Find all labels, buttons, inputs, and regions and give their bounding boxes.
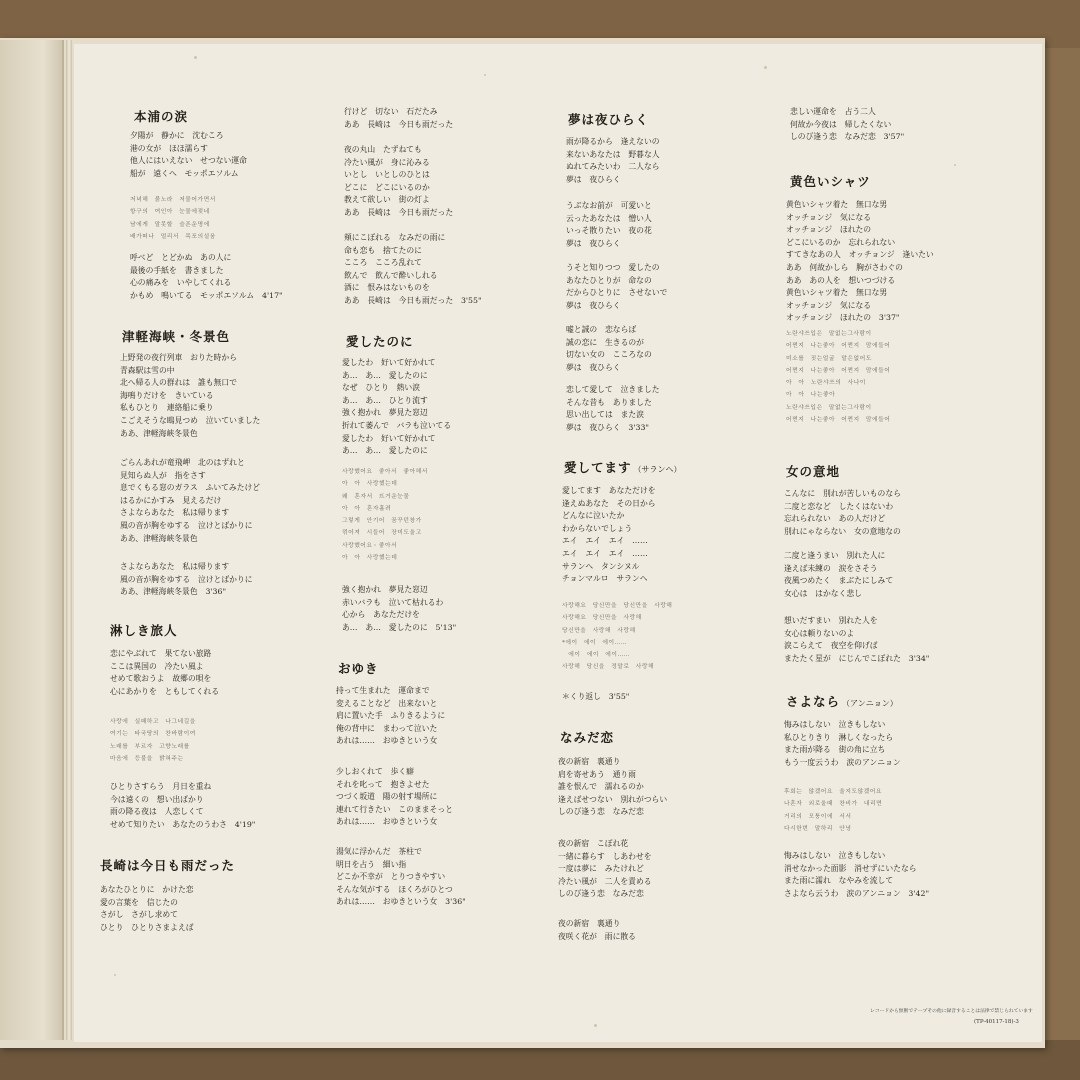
copyright-notice: レコードから無断でテープその他に録音することは法律で禁じられています (870, 1009, 1033, 1014)
lyrics-yume-verse4: 嘘と誠の 恋ならば 誠の恋に 生きるのが 切ない女の こころなの 夢は 夜ひらく (566, 325, 652, 372)
lyrics-sayonara-verse2: 悔みはしない 泣きもしない 消せなかった面影 消せずにいたなら また雨に濡れ なやみを流して さよなら云うわ 涙のアンニョン 3'42" (784, 851, 930, 898)
left-sleeve-panel (0, 40, 64, 1040)
hangul-lyrics-block: 후회는 않겠어요 울지도않겠어요 나혼자 외로울때 찬비가 내리면 거리의 모퉁이에 서서 다시한번 말하리 안녕 (784, 789, 883, 832)
song-title-aishitanoni: 愛したのに (346, 334, 414, 349)
speck (594, 1024, 597, 1027)
lyrics-oyuki-verse3: 湯気に浮かんだ 茶柱で 明日を占う 細い指 どこか不幸が とりつきやすい そんな気がする ほくろがひとつ あれは…… おゆきという女 3'36" (336, 847, 466, 907)
lyrics-sayonara-verse1: 悔みはしない 泣きもしない 私ひとりきり 淋しくなったら また雨が降る 街の角に立ち もう一度云うわ 涙のアンニョン (784, 720, 901, 767)
lyrics-aishitanoni-verse1: 愛したわ 好いて好かれて あ… あ… 愛したのに なぜ ひとり 熱い涙 あ… あ… ひとり流す 強く抱かれ 夢見た窓辺 折れて萎んで バラも泣いてる 愛したわ 好いて好かれて あ… あ… 愛したのに (342, 358, 452, 456)
hangul-lyrics-block: 저녁해 붉노라 저물어가면서 항구의 여인아 눈물에젖네 남에게 말못할 슬픈운명에 배가떠나 멀리서 목포의설움 (130, 197, 216, 240)
lyrics-nagasaki-verse3: 夜の丸山 たずねても 冷たい風が 身に沁みる いとし いとしのひとは どこに どこにいるのか 教えて欲しい 街の灯よ ああ 長崎は 今日も雨だった (344, 145, 454, 217)
lyrics-iji-verse3: 想いだすまい 別れた人を 女心は頼りないのよ 涙こらえて 夜空を仰げば またたく星が にじんでこぼれた 3'34" (784, 616, 930, 663)
catalog-number: (TP-40117-18)-3 (974, 1019, 1019, 1025)
song-subtitle: （アンニョン） (842, 699, 898, 708)
lyrics-iji-verse1: こんなに 別れが苦しいものなら 二度と恋など したくはないわ 忘れられない あの人だけど 別れにゃならない 女の意地なの (784, 489, 901, 536)
song-title-main: 愛してます (564, 460, 632, 475)
lyrics-nagasaki-verse1: あなたひとりに かけた恋 愛の言葉を 信じたの さがし さがし求めて ひとり ひとりさまよえば (100, 885, 194, 932)
lyrics-sheet (74, 44, 1042, 1042)
lyrics-yume-verse2: うぶなお前が 可愛いと 云ったあなたは 憎い人 いっそ散りたい 夜の花 夢は 夜ひらく (566, 201, 652, 248)
lyrics-iji-verse2: 二度と逢うまい 別れた人に 逢えば未練の 涙をさそう 夜風つめたく まぶたにしみて 女心は はかなく悲し (784, 551, 894, 598)
lyrics-tabibito-verse2: ひとりさすらう 月日を重ね 今は遠くの 想い出ばかり 雨の降る夜は 人恋しくて せめて知りたい あなたのうわさ 4'19" (110, 782, 256, 829)
song-title-yume-wa-yoru-hiraku: 夢は夜ひらく (568, 112, 650, 127)
lyrics-yume-verse3: うそと知りつつ 愛したの あなたひとりが 命なの だからひとりに させないで 夢は 夜ひらく (566, 263, 668, 310)
speck (114, 974, 116, 976)
song-title-sayonara (786, 692, 898, 710)
lyrics-namida-verse3: 夜の新宿 裏通り 夜咲く花が 雨に散る (558, 919, 636, 941)
lyrics-tsugaru-verse2: ごらんあれが竜飛岬 北のはずれと 見知らぬ人が 指をさす 息でくもる窓のガラス ふいてみたけど はるかにかすみ 見えるだけ さよならあなた 私は帰ります 風の音が胸をゆする 泣けとばかりに ああ、津軽海峡冬景色 (120, 458, 261, 543)
hangul-lyrics-block: 사랑해요 당신만을 당신만을 사랑해 사랑해요 당신만을 사랑해 당신만을 사랑해 사랑해 *에이 에이 에이…… 에이 에이 에이…… 사랑해 당신을 정말로 사랑해 (562, 603, 673, 671)
hangul-lyrics-block: 노란샤쓰입은 말없는그사람이 어쩐지 나는좋아 어쩐지 맘에들어 미소를 짓는얼굴 말은없어도 어쩐지 나는좋아 어쩐지 맘에들어 아 아 노란샤쓰의 사나이 아 아 나는좋아 노란샤쓰입은 말없는그사람이 어쩐지 나는좋아 어쩐지 맘에들어 (786, 331, 891, 424)
lyrics-oyuki-verse1: 持って生まれた 運命まで 変えることなど 出来ないと 肩に置いた手 ふりきるように 俺の背中に まわって泣いた あれは…… おゆきという女 (336, 686, 446, 746)
lyrics-namida-verse1: 夜の新宿 裏通り 肩を寄せあう 通り雨 誰を恨んで 濡れるのか 逢えばせつない 別れがつらい しのび逢う恋 なみだ恋 (558, 757, 668, 817)
hangul-lyrics-block: 사랑에 실패하고 나그네길을 여기는 타국땅의 찬바람이여 노래를 부르자 고향노래를 마음에 등불을 밝혀주는 (110, 719, 196, 762)
lyrics-yume-verse5: 恋して愛して 泣きました そんな昔も ありました 思い出しては また涙 夢は 夜ひらく 3'33" (566, 385, 660, 432)
hangul-lyrics-block: 사랑했어요 좋아서 좋아해서 아 아 사랑했는데 왜 혼자서 뜨거운눈물 아 아 혼자흘려 그렇게 안기어 꿈꾸던창가 꺾어져 시들어 장미도울고 사랑했어요 좋아서 아 아 사랑했는데 (342, 469, 428, 562)
song-title-motoura: 本浦の涙 (134, 109, 189, 124)
song-title-nagasaki: 長崎は今日も雨だった (100, 858, 236, 873)
lyrics-namida-verse2: 夜の新宿 こぼれ花 一緒に暮らす しあわせを 一度は夢に みたけれど 冷たい風が 二人を責める しのび逢う恋 なみだ恋 (558, 839, 652, 899)
song-title-oyuki: おゆき (338, 661, 379, 676)
song-subtitle: （サランヘ） (633, 465, 682, 474)
lyrics-yume-verse1: 雨が降るから 逢えないの 来ないあなたは 野暮な人 ぬれてみたいわ 二人なら 夢は 夜ひらく (566, 137, 660, 184)
lyrics-tabibito-verse1: 恋にやぶれて 果てない旅路 ここは異国の 冷たい風よ せめて歌おうよ 故郷の唄を 心にあかりを ともしてくれる (110, 649, 220, 696)
lyrics-motoura-verse1: 夕陽が 静かに 沈むころ 港の女が ほほ濡らす 他人にはいえない せつない運命 船が 遠くへ モッポエソルム (130, 131, 247, 178)
speck (194, 56, 197, 59)
song-title-kiiroi-shatsu: 黄色いシャツ (790, 174, 871, 189)
lyrics-aishitanoni-verse2: 強く抱かれ 夢見た窓辺 赤いバラも 泣いて枯れるわ 心から あなただけを あ… あ… 愛したのに 5'13" (342, 585, 457, 632)
speck (954, 164, 956, 166)
lyrics-motoura-verse2: 呼べど とどかぬ あの人に 最後の手紙を 書きました 心の痛みを いやしてくれる かもめ 鳴いてる モッポエソルム 4'17" (130, 253, 283, 300)
song-title-onna-no-iji: 女の意地 (786, 464, 841, 479)
lyrics-oyuki-verse2: 少しおくれて 歩く癖 それを叱って 抱きよせた つづく坂道 陽の射す場所に 連れて行きたい このままそっと あれは…… おゆきという女 (336, 767, 453, 827)
lyrics-namida-lead: 悲しい運命を 占う二人 何故か今夜は 帰したくない しのび逢う恋 なみだ恋 3'57" (790, 107, 905, 142)
lyrics-aishitemasu-repeat: ＊くり返し 3'55" (562, 692, 630, 701)
lyrics-tsugaru-verse3: さよならあなた 私は帰ります 風の音が胸をゆする 泣けとばかりに ああ、津軽海峡冬景色 3'36" (120, 562, 253, 597)
gatefold-crease (66, 40, 72, 1040)
lyrics-shatsu-verse1: 黄色いシャツ着た 無口な男 オッチョンジ 気になる オッチョンジ ほれたの どこにいるのか 忘れられない すてきなあの人 オッチョンジ 逢いたい ああ 何故かしら 胸がさわぐの ああ あの人を 想いつづける 黄色いシャツ着た 無口な男 オッチョンジ 気になる オッチョンジ ほれたの 3'37" (786, 200, 934, 323)
song-title-main: さよなら (786, 694, 841, 709)
lyrics-tsugaru-verse1: 上野発の夜行列車 おりた時から 青森駅は雪の中 北へ帰る人の群れは 誰も無口で 海鳴りだけを きいている 私もひとり 連絡船に乗り こごえそうな鴎見つめ 泣いていました ああ、津軽海峡冬景色 (120, 353, 261, 438)
lyrics-nagasaki-verse2: 行けど 切ない 石だたみ ああ 長崎は 今日も雨だった (344, 107, 454, 129)
song-title-tsugaru: 津軽海峡・冬景色 (122, 329, 231, 344)
lyrics-nagasaki-verse4: 頬にこぼれる なみだの雨に 命も恋も 捨てたのに こころ こころ乱れて 飲んで 飲んで酔いしれる 酒に 恨みはないものを ああ 長崎は 今日も雨だった 3'55" (344, 233, 482, 305)
song-title-sabishiki-tabibito: 淋しき旅人 (110, 623, 178, 638)
song-title-namida-koi: なみだ恋 (560, 730, 615, 745)
speck (764, 66, 767, 69)
lyrics-aishitemasu-verse1: 愛してます あなただけを 逢えぬあなた その日から どんなに泣いたか わからないでしょう エイ エイ エイ …… エイ エイ エイ …… サランヘ タンシヌル チョンマルロ サランヘ (562, 486, 656, 584)
song-title-aishitemasu (564, 458, 682, 476)
speck (484, 74, 486, 76)
